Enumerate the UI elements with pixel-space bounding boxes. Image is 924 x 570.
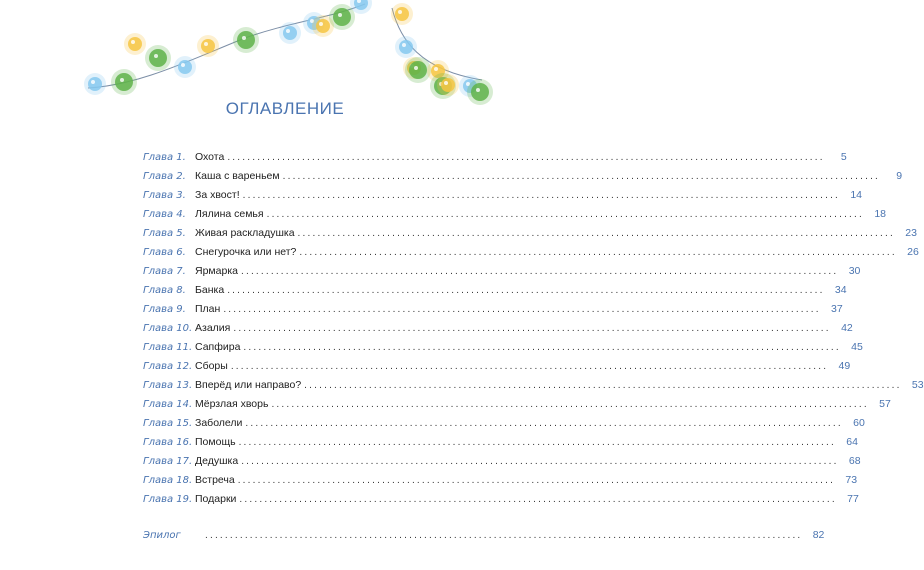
- bulb-yellow: [441, 78, 455, 92]
- toc-entry[interactable]: [143, 436, 858, 455]
- bulb-green: [333, 8, 351, 26]
- epilogue-label: Эпилог: [143, 530, 181, 541]
- dot-leader: ........................................................................................................................: [240, 266, 839, 277]
- dot-leader: ........................................................................................................................: [242, 190, 841, 201]
- page-number: 64: [846, 436, 858, 448]
- bulb-highlight: [434, 67, 438, 71]
- chapter-number: Глава 6.: [143, 247, 186, 258]
- chapter-title: Сапфира: [195, 341, 241, 353]
- toc-entry[interactable]: [143, 474, 858, 493]
- dot-leader: ........................................................................................................................: [245, 418, 843, 429]
- bulb-blue: [283, 26, 297, 40]
- chapter-number: Глава 5.: [143, 228, 186, 239]
- chapter-title: Каша с вареньем: [195, 170, 280, 182]
- chapter-title: Банка: [195, 284, 225, 296]
- toc-entry[interactable]: [143, 379, 924, 398]
- bulb-blue: [399, 40, 413, 54]
- bulb-yellow: [201, 39, 215, 53]
- bulb-highlight: [242, 36, 246, 40]
- chapter-title: Лялина семья: [195, 208, 264, 220]
- dot-leader: ........................................................................................................................: [241, 456, 839, 467]
- chapter-title: Ярмарка: [195, 265, 238, 277]
- dot-leader: ........................................................................................................................: [243, 342, 841, 353]
- bulb-green: [409, 61, 427, 79]
- page-number: 30: [848, 265, 861, 277]
- page-number: 37: [831, 303, 843, 315]
- chapter-title: Помощь: [195, 436, 236, 448]
- page-number: 18: [874, 208, 886, 220]
- dot-leader: ........................................................................................................................: [297, 228, 895, 239]
- page-number: 82: [812, 529, 825, 541]
- dot-leader: ........................................................................................................................: [227, 152, 825, 163]
- bulb-green: [237, 31, 255, 49]
- page-number: 26: [907, 246, 919, 258]
- toc-entry[interactable]: [143, 360, 851, 379]
- page-number: 49: [838, 360, 851, 372]
- bulb-highlight: [181, 63, 185, 67]
- chapter-number: Глава 7.: [143, 266, 186, 277]
- chapter-title: Вперёд или направо?: [195, 379, 302, 391]
- page-number: 5: [840, 151, 847, 163]
- bulb-highlight: [91, 80, 95, 84]
- page-number: 57: [879, 398, 891, 410]
- bulb-highlight: [444, 81, 448, 85]
- bulb-highlight: [319, 22, 323, 26]
- bulb-highlight: [338, 13, 342, 17]
- bulb-highlight: [286, 29, 290, 33]
- bulb-highlight: [120, 78, 124, 82]
- bulb-highlight: [398, 10, 402, 14]
- dot-leader: ........................................................................................................................: [238, 437, 836, 448]
- chapter-number: Глава 11.: [143, 342, 193, 353]
- page-number: 23: [905, 227, 917, 239]
- dot-leader: ........................................................................................................................: [282, 171, 881, 182]
- dot-leader: ........................................................................................................................: [237, 475, 836, 486]
- dot-leader: ........................................................................................................................: [271, 399, 869, 410]
- bulb-yellow: [128, 37, 142, 51]
- bulb-green: [115, 73, 133, 91]
- bulb-blue: [88, 77, 102, 91]
- chapter-number: Глава 15.: [143, 418, 193, 429]
- bulb-highlight: [402, 43, 406, 47]
- chapter-number: Глава 17.: [143, 456, 193, 467]
- dot-leader: ........................................................................................................................: [304, 380, 902, 391]
- toc-entry[interactable]: [143, 189, 863, 208]
- chapter-number: Глава 9.: [143, 304, 186, 315]
- page-number: 34: [834, 284, 847, 296]
- page-title: ОГЛАВЛЕНИЕ: [225, 99, 345, 118]
- page-number: 14: [850, 189, 863, 201]
- toc-entry[interactable]: [143, 246, 919, 265]
- chapter-number: Глава 16.: [143, 437, 193, 448]
- chapter-number: Глава 4.: [143, 209, 186, 220]
- page-number: 42: [841, 322, 853, 334]
- dot-leader: ........................................................................................................................: [266, 209, 864, 220]
- toc-entry[interactable]: [143, 170, 903, 189]
- garland-illustration: [0, 0, 570, 110]
- table-of-contents: [143, 151, 924, 548]
- chapter-number: Глава 8.: [143, 285, 186, 296]
- chapter-number: Глава 14.: [143, 399, 193, 410]
- bulb-highlight: [204, 42, 208, 46]
- toc-entry[interactable]: [143, 341, 863, 360]
- bulb-highlight: [414, 66, 418, 70]
- toc-entry[interactable]: [143, 398, 891, 417]
- chapter-title: Живая раскладушка: [195, 227, 295, 239]
- chapter-title: Встреча: [195, 474, 235, 486]
- toc-entry[interactable]: [143, 455, 861, 474]
- chapter-title: Заболели: [195, 417, 243, 429]
- toc-entry[interactable]: [143, 303, 843, 322]
- chapter-number: Глава 2.: [143, 171, 186, 182]
- bulb-blue: [178, 60, 192, 74]
- chapter-title: За хвост!: [195, 189, 240, 201]
- chapter-title: Сборы: [195, 360, 228, 372]
- dot-leader: ........................................................................................................................: [233, 323, 831, 334]
- toc-entry-epilogue[interactable]: [143, 529, 825, 548]
- chapter-title: Охота: [195, 151, 225, 163]
- chapter-number: Глава 19.: [143, 494, 193, 505]
- chapter-number: Глава 18.: [143, 475, 193, 486]
- bulb-green: [149, 49, 167, 67]
- toc-entry[interactable]: [143, 417, 865, 436]
- toc-entry[interactable]: [143, 265, 861, 284]
- bulb-highlight: [476, 88, 480, 92]
- page-number: 53: [911, 379, 924, 391]
- page-number: 45: [851, 341, 863, 353]
- page-number: 60: [853, 417, 865, 429]
- bulb-highlight: [131, 40, 135, 44]
- chapter-title: Подарки: [195, 493, 237, 505]
- dot-leader: ........................................................................................................................: [227, 285, 825, 296]
- dot-leader: ........................................................................................................................: [223, 304, 821, 315]
- chapter-title: Снегурочка или нет?: [195, 246, 297, 258]
- dot-leader: ........................................................................................................................: [239, 494, 837, 505]
- bulb-yellow: [395, 7, 409, 21]
- bulb-yellow: [316, 19, 330, 33]
- chapter-number: Глава 3.: [143, 190, 186, 201]
- page-number: 9: [896, 170, 903, 182]
- toc-entry[interactable]: [143, 322, 853, 341]
- chapter-number: Глава 13.: [143, 380, 193, 391]
- page-number: 73: [845, 474, 858, 486]
- toc-entry[interactable]: [143, 151, 847, 170]
- chapter-title: План: [195, 303, 221, 315]
- chapter-number: Глава 10.: [143, 323, 193, 334]
- page-number: 77: [847, 493, 859, 505]
- chapter-title: Дедушка: [195, 455, 239, 467]
- chapter-number: Глава 1.: [143, 152, 186, 163]
- page-number: 68: [848, 455, 861, 467]
- dot-leader: ........................................................................................................................: [205, 530, 803, 541]
- toc-entry[interactable]: [143, 208, 886, 227]
- chapter-number: Глава 12.: [143, 361, 193, 372]
- toc-entry[interactable]: [143, 284, 847, 303]
- dot-leader: ........................................................................................................................: [230, 361, 829, 372]
- dot-leader: ........................................................................................................................: [299, 247, 897, 258]
- bulb-highlight: [154, 54, 158, 58]
- toc-entry[interactable]: [143, 227, 917, 246]
- toc-entry[interactable]: [143, 493, 859, 512]
- chapter-title: Мёрзлая хворь: [195, 398, 269, 410]
- chapter-title: Азалия: [195, 322, 231, 334]
